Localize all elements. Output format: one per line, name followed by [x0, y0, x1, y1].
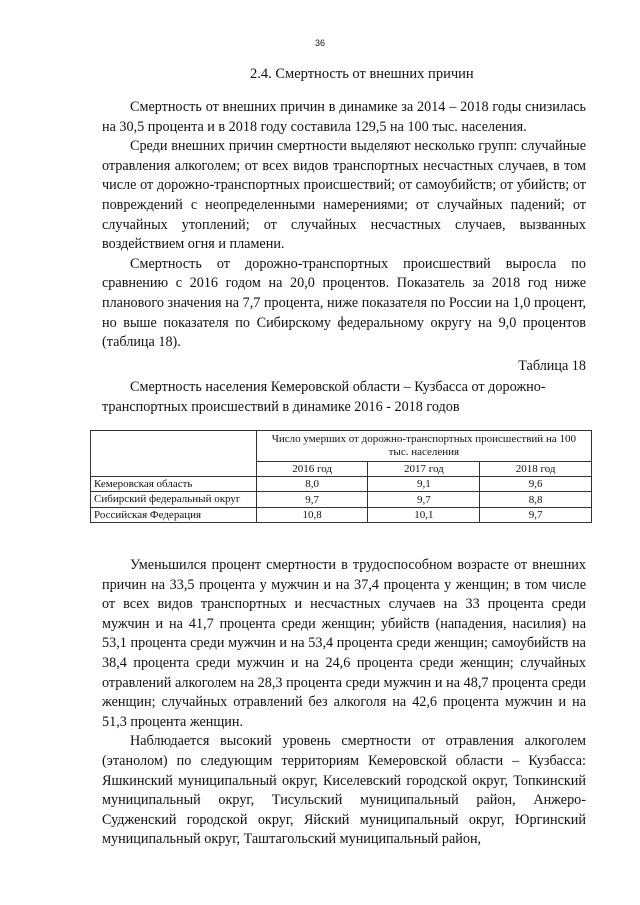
page-number: 36: [314, 38, 325, 48]
table-value-cell: 9,7: [368, 492, 480, 508]
table-caption: [102, 378, 586, 417]
paragraph: Среди внешних причин смертности выделяют несколько групп: случайные отравления алкоголем; от всех видов транспортных несчастных случаев, в том числе от дорожно-транспортных происшествий; от самоубийств; от убийств; от повреждений с неопределенными намерениями; от случайных падений; от случайных утоплений; от случайных несчастных случаев, вызванных воздействием огня и пламени.: [102, 138, 586, 253]
table-header-row: [91, 431, 592, 462]
body-text-bottom: [102, 556, 586, 850]
mortality-table: [90, 430, 592, 523]
table-region-cell: Российская Федерация: [91, 508, 257, 523]
table-value-cell: 8,0: [256, 477, 368, 492]
paragraph: Смертность от дорожно-транспортных происшествий выросла по сравнению с 2016 годом на 20,0 процентов. Показатель за 2018 год ниже планового значения на 7,7 процента, ниже показателя по России на 1,0 процент, но выше показателя по Сибирскому федеральному округу на 9,0 процентов (таблица 18).: [102, 255, 586, 351]
table-row: [91, 508, 592, 523]
table-caption-line: Смертность населения Кемеровской области – Кузбасса от дорожно-: [130, 379, 546, 395]
table-year-header: 2016 год: [256, 462, 368, 477]
table-corner-cell: [91, 431, 257, 477]
table-row: [91, 477, 592, 492]
table-year-header: 2018 год: [480, 462, 592, 477]
paragraph: Уменьшился процент смертности в трудоспособном возрасте от внешних причин на 33,5 процента у мужчин и на 37,4 процента у женщин; в том числе от всех видов транспортных и несчастных случаев на 33 процента среди мужчин и на 41,7 процента среди женщин; убийств (нападения, насилия) на 53,1 процента среди мужчин и на 53,4 процента среди женщин; самоубийств на 38,4 процента среди мужчин и на 24,6 процента среди женщин; случайных отравлений алкоголем на 28,3 процента среди мужчин и на 48,7 процента среди женщин; случайных отравлений без алкоголя на 42,6 процента мужчин и на 51,3 процента женщин.: [102, 557, 586, 730]
table-value-cell: 9,1: [368, 477, 480, 492]
table-region-cell: Сибирский федеральный округ: [91, 492, 257, 508]
table-row: [91, 492, 592, 508]
table-year-header: 2017 год: [368, 462, 480, 477]
table-value-cell: 10,1: [368, 508, 480, 523]
table-header-indicator: Число умерших от дорожно-транспортных происшествий на 100 тыс. населения: [256, 431, 591, 462]
table-value-cell: 8,8: [480, 492, 592, 508]
table-value-cell: 10,8: [256, 508, 368, 523]
body-text-top: [102, 98, 586, 353]
table-caption-line: транспортных происшествий в динамике 2016 - 2018 годов: [102, 398, 460, 415]
section-title: 2.4. Смертность от внешних причин: [250, 66, 474, 82]
table-label: Таблица 18: [518, 358, 586, 374]
table-value-cell: 9,7: [256, 492, 368, 508]
table-region-cell: Кемеровская область: [91, 477, 257, 492]
table-value-cell: 9,7: [480, 508, 592, 523]
paragraph: Наблюдается высокий уровень смертности от отравления алкоголем (этанолом) по следующим территориям Кемеровской области – Кузбасса: Яшкинский муниципальный округ, Киселевский городской округ, Топкинский муниципальный округ, Тисульский муниципальный район, Анжеро-Судженский городской округ, Яйский муниципальный округ, Юргинский муниципальный округ, Таштагольский муниципальный район,: [102, 733, 586, 848]
paragraph: Смертность от внешних причин в динамике за 2014 – 2018 годы снизилась на 30,5 процента и в 2018 году составила 129,5 на 100 тыс. населения.: [102, 99, 586, 135]
table-value-cell: 9,6: [480, 477, 592, 492]
